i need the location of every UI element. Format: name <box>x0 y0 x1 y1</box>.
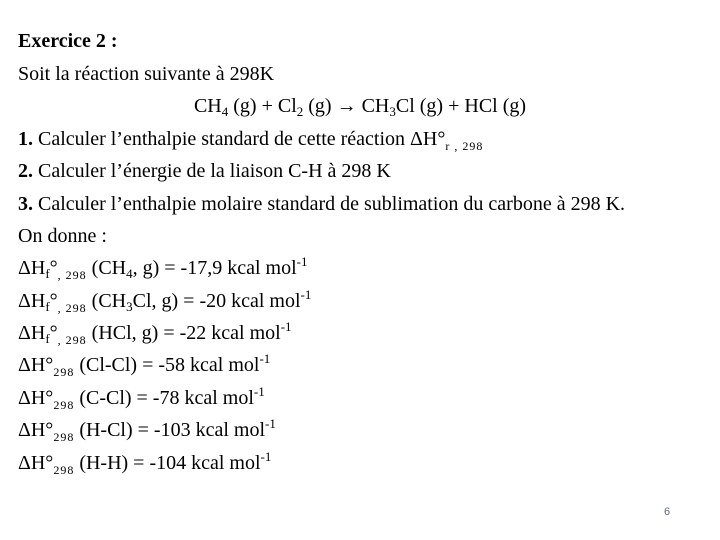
given-label: On donne : <box>18 225 107 247</box>
delta-h: ΔH° <box>18 452 54 474</box>
question-1 <box>18 126 483 159</box>
subscript: 298 <box>53 463 75 477</box>
subscript: 298 <box>53 365 75 379</box>
data-text: , g) = -17,9 kcal mol <box>132 257 297 279</box>
subscript: 298 <box>53 430 75 444</box>
delta-h: ΔH <box>18 290 46 312</box>
delta-h: ΔH° <box>18 419 54 441</box>
subscript: , 298 <box>57 301 87 315</box>
subscript: 3 <box>126 299 133 314</box>
question-number: 1. <box>18 128 33 150</box>
subscript: , 298 <box>57 333 87 347</box>
subscript: , 298 <box>57 268 87 282</box>
subscript: r , 298 <box>445 139 484 153</box>
exercise-title: Exercice 2 : <box>18 30 118 52</box>
question-text: Calculer l’énergie de la liaison C-H à 298 K <box>33 160 391 182</box>
superscript: -1 <box>296 254 308 269</box>
intro-text: Soit la réaction suivante à 298K <box>18 63 275 85</box>
subscript: 4 <box>221 104 229 119</box>
subscript: f <box>45 299 50 314</box>
superscript: -1 <box>260 449 272 464</box>
question-2 <box>18 158 391 184</box>
delta-h: ΔH <box>18 257 46 279</box>
subscript: 4 <box>126 266 133 281</box>
data-text: (HCl, g) = -22 kcal mol <box>86 322 281 344</box>
data-line <box>18 320 292 346</box>
data-text: (Cl-Cl) = -58 kcal mol <box>74 354 260 376</box>
data-text: Cl, g) = -20 kcal mol <box>132 290 301 312</box>
superscript: -1 <box>265 416 276 431</box>
reaction-equation <box>0 93 720 119</box>
delta-h: ΔH <box>18 322 46 344</box>
subscript: f <box>45 331 50 346</box>
subscript: 298 <box>53 398 75 412</box>
data-line <box>18 255 307 281</box>
data-line <box>18 417 276 443</box>
superscript: -1 <box>259 351 271 366</box>
reactant-ch4: CH <box>193 95 222 117</box>
degree: ° <box>49 322 58 344</box>
data-text: (CH <box>86 257 127 279</box>
question-number: 2. <box>18 160 33 182</box>
data-line <box>18 288 311 314</box>
reaction-text: Cl (g) + HCl (g) <box>395 95 527 117</box>
subscript: 3 <box>389 104 396 119</box>
question-text: Calculer l’enthalpie standard de cette réaction ΔH° <box>33 128 446 150</box>
page-number: 6 <box>664 506 671 518</box>
superscript: -1 <box>253 384 265 399</box>
degree: ° <box>49 257 58 279</box>
degree: ° <box>49 290 58 312</box>
question-3 <box>18 191 625 217</box>
data-text: (H-H) = -104 kcal mol <box>74 452 261 474</box>
subscript: f <box>45 266 50 281</box>
superscript: -1 <box>300 287 312 302</box>
delta-h: ΔH° <box>18 354 54 376</box>
data-line <box>18 385 265 411</box>
superscript: -1 <box>280 319 292 334</box>
data-line <box>18 352 270 378</box>
reaction-text: (g) → CH <box>303 95 390 117</box>
data-text: (CH <box>86 290 127 312</box>
data-text: (H-Cl) = -103 kcal mol <box>74 419 265 441</box>
question-number: 3. <box>18 193 33 215</box>
delta-h: ΔH° <box>18 387 54 409</box>
data-text: (C-Cl) = -78 kcal mol <box>74 387 254 409</box>
subscript: 2 <box>296 104 304 119</box>
question-text: Calculer l’enthalpie molaire standard de sublimation du carbone à 298 K. <box>33 193 626 215</box>
reaction-text: (g) + Cl <box>228 95 297 117</box>
data-line <box>18 450 271 476</box>
